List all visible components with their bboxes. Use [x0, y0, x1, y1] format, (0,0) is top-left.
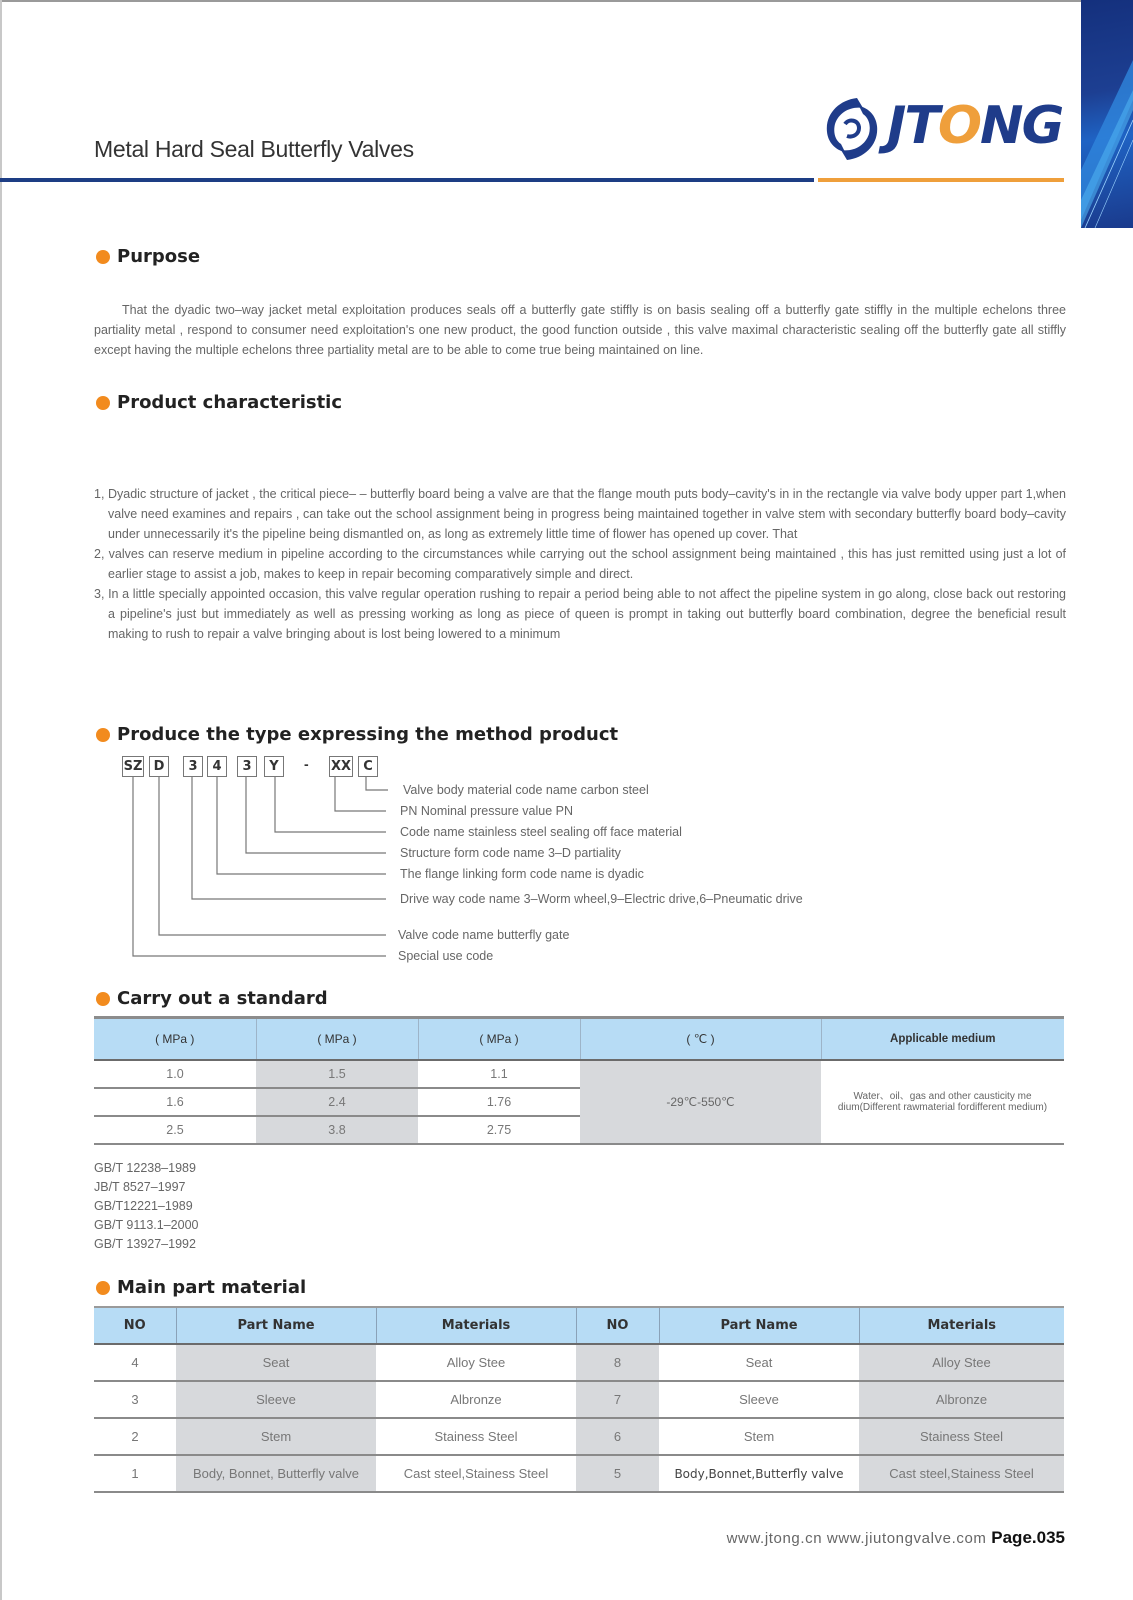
- code-box: SZ: [122, 756, 144, 777]
- code-legend-label: Code name stainless steel sealing off face material: [400, 825, 682, 839]
- table-cell: 7: [576, 1381, 659, 1418]
- code-legend-label: The flange linking form code name is dyadic: [400, 867, 644, 881]
- jtong-logo: [817, 94, 1067, 166]
- code-box: 4: [207, 756, 227, 777]
- corner-decoration: [1081, 0, 1133, 228]
- table-cell: Body,Bonnet,Butterfly valve: [659, 1455, 859, 1492]
- table-cell: 1.5: [256, 1060, 418, 1088]
- page-footer: [727, 1528, 1065, 1548]
- standard-code: GB/T 13927–1992: [94, 1237, 196, 1251]
- table-row: [94, 1060, 1064, 1088]
- bullet-icon: [96, 396, 110, 410]
- light-streaks-icon: [1081, 0, 1133, 228]
- section-heading-characteristic: Product characteristic: [96, 392, 342, 413]
- standard-codes-list: [94, 1159, 198, 1254]
- table-header-row: [94, 1307, 1064, 1344]
- characteristic-list: [94, 484, 1066, 644]
- standard-table: [94, 1016, 1064, 1145]
- page-title: Metal Hard Seal Butterfly Valves: [94, 136, 414, 162]
- material-table: [94, 1306, 1064, 1493]
- code-separator: -: [304, 756, 309, 772]
- code-legend-label: PN Nominal pressure value PN: [400, 804, 573, 818]
- column-header: NO: [94, 1307, 176, 1344]
- table-cell: Stem: [659, 1418, 859, 1455]
- list-item: 3, In a little specially appointed occasion, this valve regular operation rushing to repair a period being able to not affect the pipeline system in go along, close back out restoring a pipeline's just but immediately as well as pressing working as long as piece of queen is prompt in taking out butterfly board combination, degree the beneficial result making to rush to repair a valve bringing about is lost being lowered to a minimum: [94, 587, 1066, 641]
- table-cell: 6: [576, 1418, 659, 1455]
- column-header: Part Name: [176, 1307, 376, 1344]
- table-cell: 2: [94, 1418, 176, 1455]
- table-cell: 5: [576, 1455, 659, 1492]
- temperature-cell: -29℃-550℃: [580, 1060, 821, 1144]
- table-cell: Alloy Stee: [376, 1344, 576, 1381]
- code-box: C: [358, 756, 378, 777]
- code-legend-label: Structure form code name 3–D partiality: [400, 846, 621, 860]
- table-row: [94, 1344, 1064, 1381]
- table-cell: 2.75: [418, 1116, 580, 1144]
- table-cell: 4: [94, 1344, 176, 1381]
- table-cell: Stem: [176, 1418, 376, 1455]
- section-heading-purpose: Purpose: [96, 246, 200, 267]
- code-legend-label: Valve code name butterfly gate: [398, 928, 570, 942]
- column-header: Part Name: [659, 1307, 859, 1344]
- section-heading-standard: Carry out a standard: [96, 988, 328, 1009]
- code-box: 3: [237, 756, 257, 777]
- table-cell: Stainess Steel: [859, 1418, 1064, 1455]
- column-header: Materials: [859, 1307, 1064, 1344]
- footer-urls: www.jtong.cn www.jiutongvalve.com: [726, 1530, 987, 1547]
- standard-code: GB/T 9113.1–2000: [94, 1218, 199, 1232]
- code-box: XX: [329, 756, 353, 777]
- table-cell: Cast steel,Stainess Steel: [376, 1455, 576, 1492]
- table-cell: 8: [576, 1344, 659, 1381]
- table-cell: 2.4: [256, 1088, 418, 1116]
- list-item: 2, valves can reserve medium in pipeline according to the circumstances while carrying out the school assignment being maintained , this has just remitted using just a lot of earlier stage to assist a job, makes to keep in repair becoming comparatively simple and direct.: [94, 547, 1066, 581]
- bullet-icon: [96, 250, 110, 264]
- header-rule-blue: [0, 178, 814, 182]
- code-legend-label: Valve body material code name carbon steel: [403, 783, 649, 797]
- table-header-row: [94, 1018, 1064, 1060]
- code-legend-label: Special use code: [398, 949, 494, 963]
- table-cell: Albronze: [859, 1381, 1064, 1418]
- swirl-logo-icon: [817, 94, 887, 164]
- table-cell: Seat: [659, 1344, 859, 1381]
- section-heading-material: Main part material: [96, 1277, 306, 1298]
- table-cell: Seat: [176, 1344, 376, 1381]
- standard-code: GB/T 12238–1989: [94, 1161, 196, 1175]
- table-cell: Albronze: [376, 1381, 576, 1418]
- table-cell: 3.8: [256, 1116, 418, 1144]
- table-row: [94, 1418, 1064, 1455]
- column-header: ( MPa ): [256, 1018, 418, 1060]
- column-header: Materials: [376, 1307, 576, 1344]
- bullet-icon: [96, 728, 110, 742]
- table-cell: Stainess Steel: [376, 1418, 576, 1455]
- table-cell: 1: [94, 1455, 176, 1492]
- logo-wordmark: JTONG: [887, 96, 1063, 156]
- table-cell: Sleeve: [176, 1381, 376, 1418]
- list-item: 1, Dyadic structure of jacket , the critical piece– – butterfly board being a valve are that the flange mouth puts body–cavity's in in the rectangle via valve body upper part 1,when valve need examines and repairs , can take out the school assignment being in progress being maintained together in valve stem with secondary butterfly board body–cavity under unnecessarily it's the pipeline being dismantled on, as long as extremely little time of flower has opened up cover. That: [94, 487, 1066, 541]
- purpose-text: That the dyadic two–way jacket metal exploitation produces seals off a butterfly gate stiffly is on basis sealing off a butterfly gate stiffly in the multiple echelons three partiality metal , respond to consumer need exploitation's one new product, the good function outside , this valve maximal characteristic sealing off the butterfly gate all stiffly except having the multiple echelons three partiality metal are to be able to come true being maintained on line.: [94, 303, 1066, 357]
- code-box: Y: [264, 756, 284, 777]
- table-cell: 3: [94, 1381, 176, 1418]
- bullet-icon: [96, 1281, 110, 1295]
- code-box: D: [149, 756, 169, 777]
- table-row: [94, 1381, 1064, 1418]
- table-cell: 2.5: [94, 1116, 256, 1144]
- code-legend-label: Drive way code name 3–Worm wheel,9–Electric drive,6–Pneumatic drive: [400, 892, 803, 906]
- column-header: ( MPa ): [418, 1018, 580, 1060]
- table-row: [94, 1455, 1064, 1492]
- table-cell: Sleeve: [659, 1381, 859, 1418]
- table-cell: 1.0: [94, 1060, 256, 1088]
- column-header: ( ℃ ): [580, 1018, 821, 1060]
- table-cell: 1.1: [418, 1060, 580, 1088]
- page-border: [0, 0, 2, 1600]
- bullet-icon: [96, 992, 110, 1006]
- code-box: 3: [183, 756, 203, 777]
- standard-code: JB/T 8527–1997: [94, 1180, 186, 1194]
- header-rule-orange: [818, 178, 1064, 182]
- column-header: Applicable medium: [821, 1018, 1064, 1060]
- table-cell: Body, Bonnet, Butterfly valve: [176, 1455, 376, 1492]
- column-header: NO: [576, 1307, 659, 1344]
- page-border: [0, 0, 1133, 2]
- column-header: ( MPa ): [94, 1018, 256, 1060]
- table-cell: Alloy Stee: [859, 1344, 1064, 1381]
- section-heading-type-method: Produce the type expressing the method product: [96, 724, 618, 745]
- table-cell: 1.76: [418, 1088, 580, 1116]
- page-number: Page.035: [991, 1528, 1065, 1547]
- medium-cell: Water、oil、gas and other causticity me dium(Different rawmaterial fordifferent medium): [821, 1060, 1064, 1144]
- table-cell: 1.6: [94, 1088, 256, 1116]
- table-cell: Cast steel,Stainess Steel: [859, 1455, 1064, 1492]
- standard-code: GB/T12221–1989: [94, 1199, 193, 1213]
